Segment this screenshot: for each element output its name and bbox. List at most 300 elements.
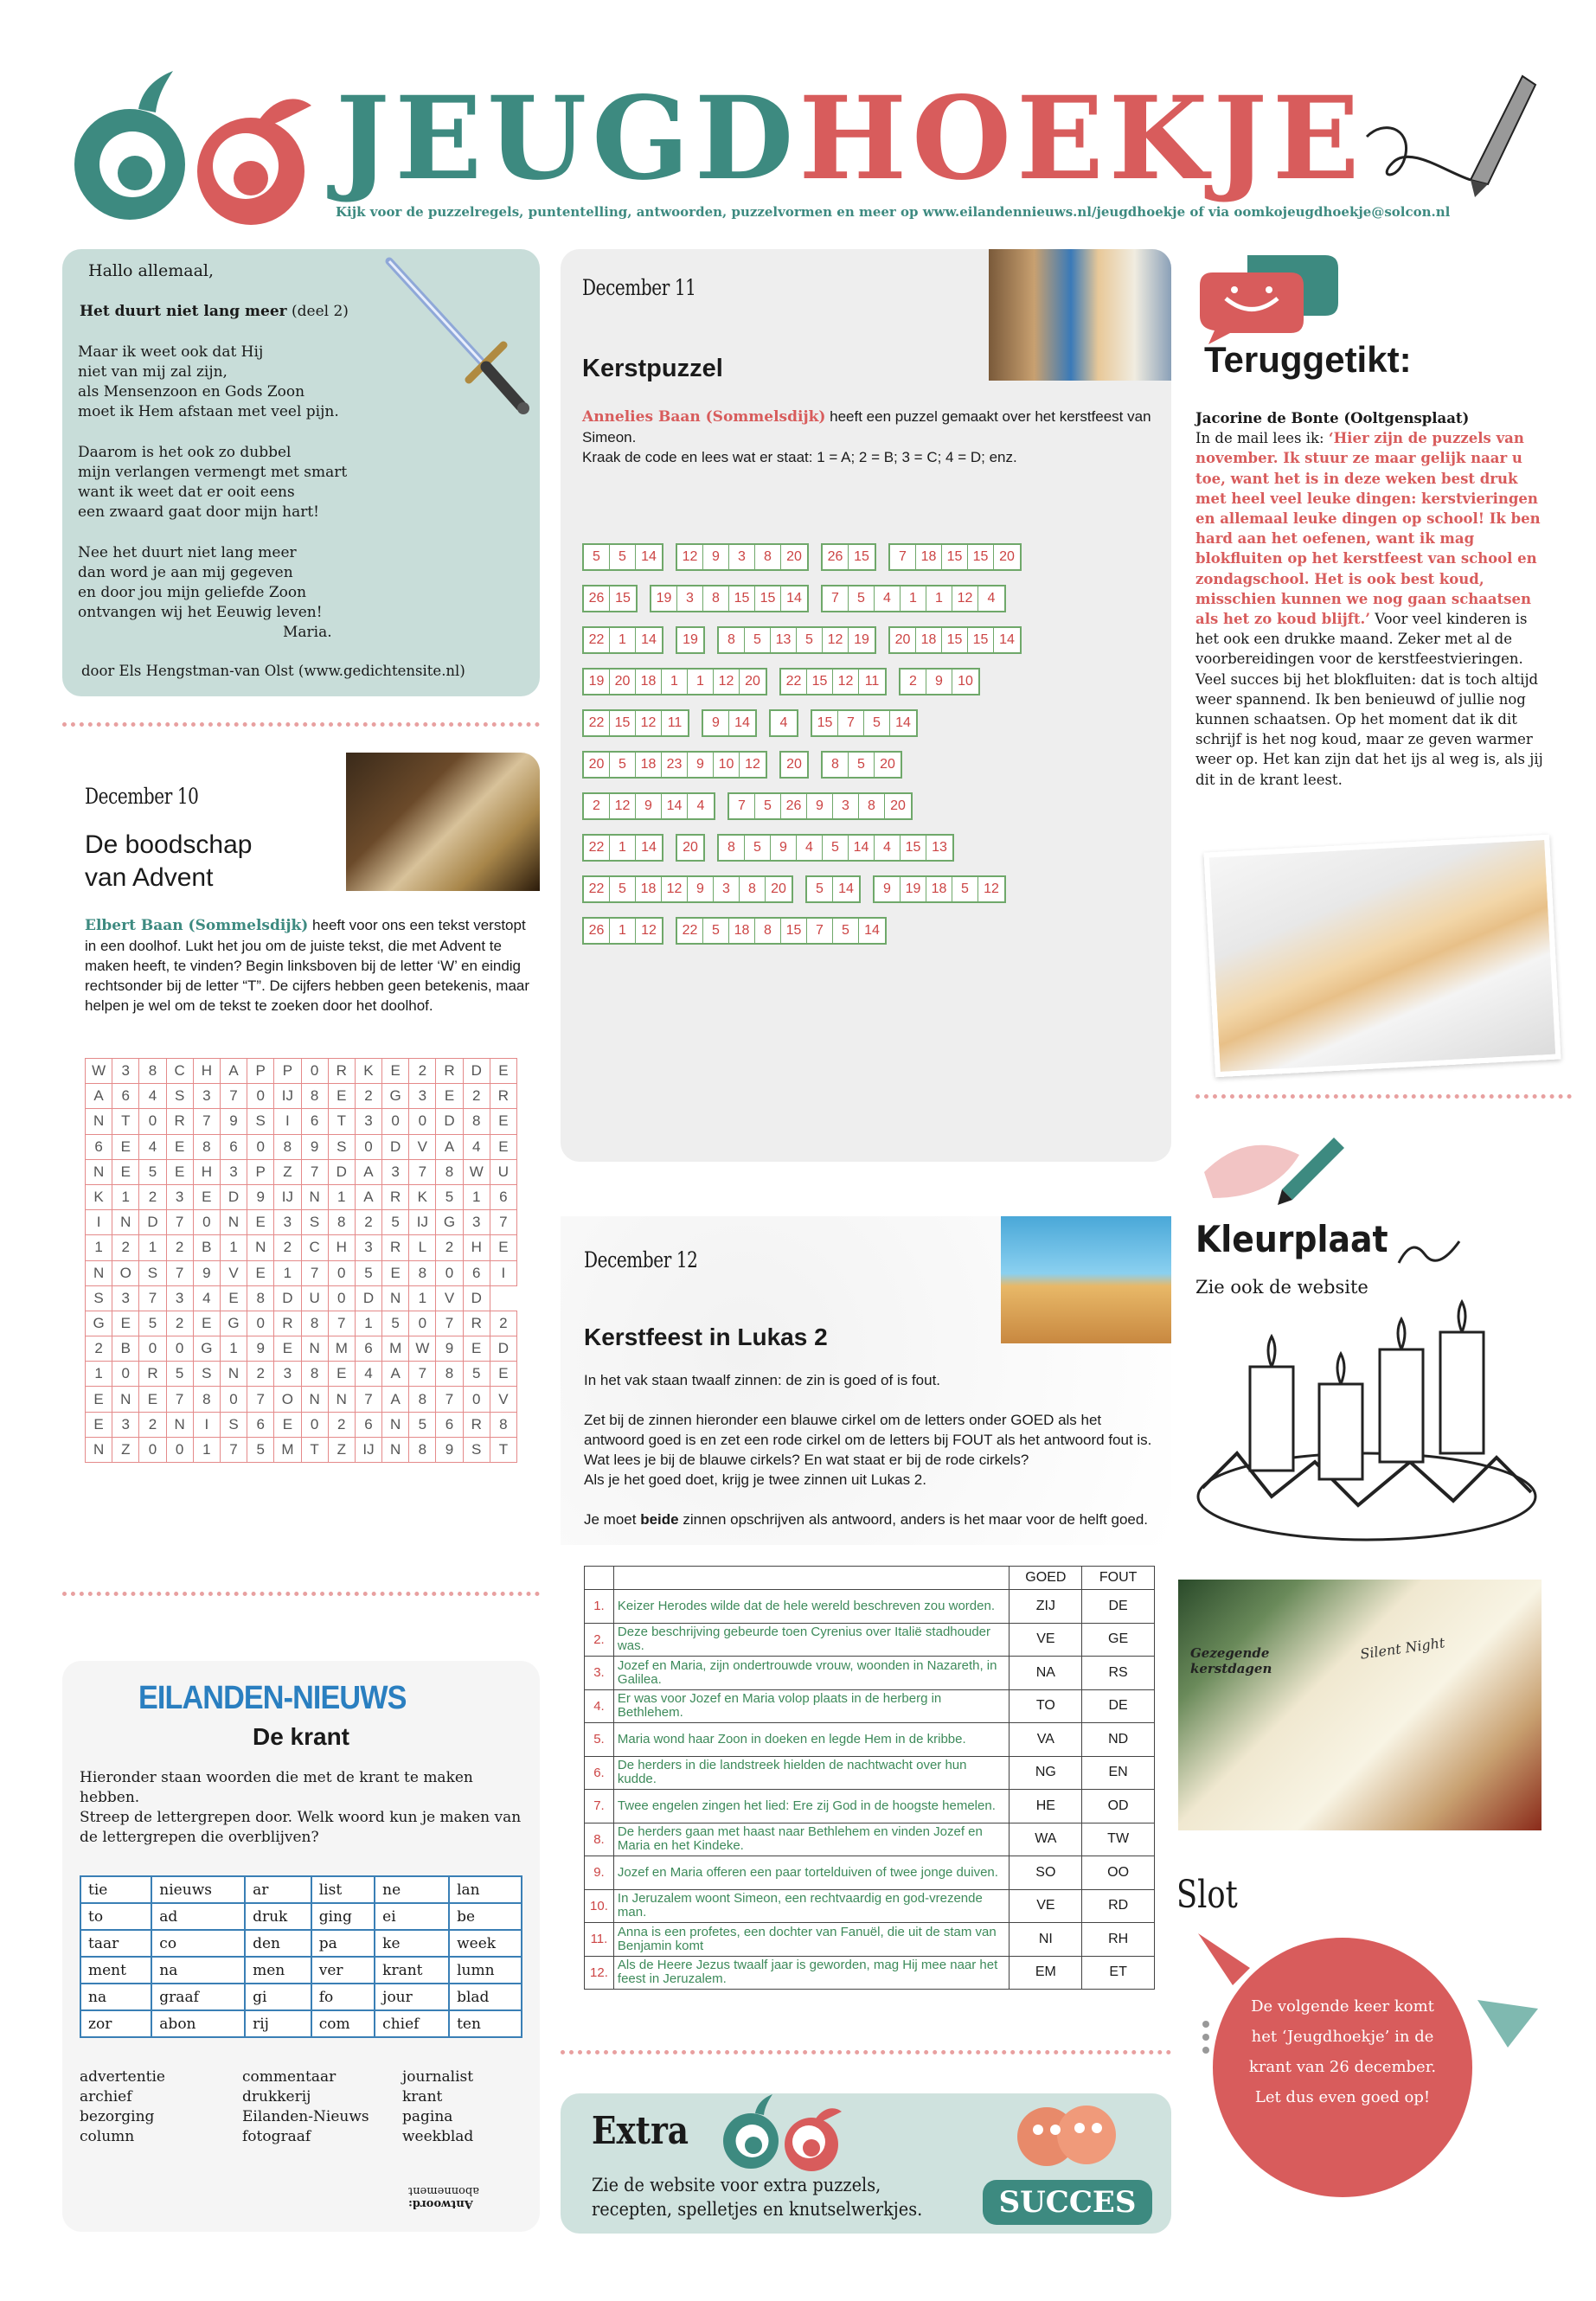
- maze-cell: 9: [436, 1437, 463, 1462]
- syllable-cell: tie: [80, 1876, 151, 1903]
- maze-cell: 7: [301, 1260, 328, 1285]
- p3-b: beide: [640, 1511, 679, 1528]
- maze-cell: 2: [355, 1210, 381, 1235]
- maze-cell: E: [328, 1084, 355, 1109]
- dec10-intro-text: heeft voor ons een tekst verstopt in een doolhof. Lukt het jou om de juiste tekst, die met Advent te maken heeft, te vinden? Begin linksboven bij de letter ‘W’ en eindig rechtsonder bij de letter “T”. De cijfers hebben geen betekenis, maar helpen je wel om de tekst te zoeken door het doolhof.: [85, 917, 530, 1014]
- maze-cell: R: [328, 1059, 355, 1084]
- maze-cell: D: [274, 1285, 301, 1311]
- code-row: [582, 917, 887, 945]
- maze-cell: E: [112, 1134, 139, 1159]
- christmas-card-photo: [1178, 1580, 1542, 1830]
- sentence-number: 11.: [585, 1923, 614, 1957]
- word: drukkerij: [242, 2088, 311, 2106]
- maze-cell: 5: [247, 1437, 274, 1462]
- code-cell: 22: [584, 836, 610, 860]
- code-word: [727, 792, 913, 820]
- code-cell: 18: [916, 545, 942, 569]
- code-cell: 26: [781, 794, 807, 818]
- maze-cell: 9: [301, 1134, 328, 1159]
- maze-cell: 2: [463, 1084, 490, 1109]
- code-word: [676, 626, 705, 654]
- maze-cell: E: [382, 1260, 409, 1285]
- code-cell: 9: [703, 711, 729, 735]
- maze-cell: V: [490, 1387, 516, 1412]
- maze-row: [86, 1260, 517, 1285]
- maze-cell: S: [193, 1362, 220, 1387]
- maze-grid: [85, 1058, 517, 1463]
- maze-cell: E: [112, 1311, 139, 1336]
- maze-cell: N: [301, 1184, 328, 1209]
- maze-row: [86, 1336, 517, 1362]
- code-word: [582, 626, 663, 654]
- code-cell: 12: [662, 877, 688, 901]
- maze-cell: 1: [193, 1437, 220, 1462]
- code-cell: 19: [584, 670, 610, 694]
- code-word: [650, 585, 809, 612]
- maze-cell: A: [355, 1159, 381, 1184]
- maze-cell: 2: [166, 1311, 193, 1336]
- maze-row: [86, 1059, 517, 1084]
- triangle-decoration: [1477, 2000, 1538, 2052]
- code-word: [873, 875, 1006, 903]
- maze-cell: R: [382, 1235, 409, 1260]
- sentence-number: 1.: [585, 1590, 614, 1624]
- th-empty: [585, 1567, 614, 1590]
- code-cell: 19: [651, 586, 677, 611]
- word: bezorging: [80, 2108, 155, 2125]
- code-word: [582, 709, 689, 737]
- fout-letters: ND: [1082, 1723, 1155, 1757]
- syllable-cell: gi: [245, 1984, 311, 2010]
- code-word: [779, 751, 809, 779]
- maze-cell: N: [301, 1387, 328, 1412]
- code-cell: 9: [636, 794, 662, 818]
- syllable-cell: pa: [311, 1930, 375, 1957]
- code-cell: 18: [916, 628, 942, 652]
- dec10-date: December 10: [85, 784, 199, 809]
- maze-cell: 0: [301, 1059, 328, 1084]
- maze-cell: 7: [193, 1109, 220, 1134]
- code-word: [582, 543, 663, 571]
- maze-cell: Z: [274, 1159, 301, 1184]
- maze-cell: 8: [463, 1109, 490, 1134]
- maze-cell: 0: [193, 1210, 220, 1235]
- extra-title: Extra: [592, 2109, 689, 2153]
- terug-title: Teruggetikt:: [1204, 339, 1412, 380]
- maze-cell: 3: [409, 1084, 436, 1109]
- code-cell: 15: [968, 545, 994, 569]
- maze-cell: 3: [112, 1412, 139, 1437]
- maze-cell: 2: [328, 1412, 355, 1437]
- code-cell: 8: [755, 919, 781, 943]
- advent-bible-photo: [346, 753, 540, 891]
- maze-cell: 0: [382, 1109, 409, 1134]
- code-cell: 5: [849, 753, 875, 777]
- maze-cell: E: [490, 1134, 516, 1159]
- code-cell: 11: [864, 674, 880, 689]
- code-cell: 5: [610, 753, 636, 777]
- maze-row: [86, 1362, 517, 1387]
- maze-cell: E: [220, 1285, 247, 1311]
- maze-cell: H: [193, 1059, 220, 1084]
- maze-cell: 2: [247, 1362, 274, 1387]
- fout-letters: OD: [1082, 1790, 1155, 1823]
- maze-cell: 5: [382, 1210, 409, 1235]
- maze-cell: D: [355, 1285, 381, 1311]
- recorder-photo: [1203, 835, 1561, 1078]
- divider: [62, 722, 540, 727]
- syllable-cell: den: [245, 1930, 311, 1957]
- maze-cell: P: [247, 1159, 274, 1184]
- code-cell: 8: [719, 628, 745, 652]
- th-goed: GOED: [1010, 1567, 1082, 1590]
- divider: [561, 2050, 1171, 2054]
- code-cell: 15: [781, 919, 807, 943]
- maze-cell: 5: [166, 1362, 193, 1387]
- code-cell: 18: [636, 877, 662, 901]
- maze-cell: E: [382, 1059, 409, 1084]
- code-cell: 12: [641, 923, 657, 938]
- syllable-cell: ne: [375, 1876, 449, 1903]
- maze-cell: N: [382, 1437, 409, 1462]
- maze-cell: 9: [220, 1109, 247, 1134]
- maze-cell: E: [274, 1336, 301, 1362]
- kleur-title: Kleurplaat: [1195, 1218, 1388, 1260]
- maze-cell: 7: [247, 1387, 274, 1412]
- code-cell: 8: [755, 545, 781, 569]
- code-row: [582, 626, 1022, 654]
- code-cell: 7: [890, 545, 916, 569]
- code-cell: 11: [667, 715, 683, 730]
- maze-cell: 8: [328, 1210, 355, 1235]
- code-cell: 14: [641, 549, 657, 564]
- maze-cell: O: [274, 1387, 301, 1412]
- maze-cell: T: [301, 1437, 328, 1462]
- sentence-text: In Jeruzalem woont Simeon, een rechtvaardig en god-vrezende man.: [613, 1889, 1010, 1923]
- maze-cell: 6: [247, 1412, 274, 1437]
- maze-cell: 0: [301, 1412, 328, 1437]
- maze-cell: O: [112, 1260, 139, 1285]
- maze-row: [86, 1311, 517, 1336]
- maze-cell: G: [193, 1336, 220, 1362]
- maze-cell: V: [220, 1260, 247, 1285]
- code-cell: 14: [838, 881, 854, 896]
- word: krant: [402, 2088, 443, 2106]
- sentence-number: 7.: [585, 1790, 614, 1823]
- code-cell: 14: [999, 632, 1015, 647]
- word: Eilanden-Nieuws: [242, 2108, 369, 2125]
- maze-cell: N: [247, 1235, 274, 1260]
- poem-credit: door Els Hengstman-van Olst (www.gedichtensite.nl): [81, 663, 465, 679]
- maze-cell: G: [436, 1210, 463, 1235]
- code-cell: 1: [926, 586, 952, 611]
- maze-cell: C: [166, 1059, 193, 1084]
- code-cell: 12: [833, 670, 859, 694]
- lukas-row: [585, 1956, 1155, 1990]
- code-cell: 7: [807, 919, 833, 943]
- maze-cell: N: [86, 1260, 112, 1285]
- maze-cell: 1: [463, 1184, 490, 1209]
- word: fotograaf: [242, 2128, 311, 2145]
- code-cell: 26: [823, 545, 849, 569]
- maze-cell: E: [112, 1159, 139, 1184]
- lukas-row: [585, 1657, 1155, 1690]
- maze-row: [86, 1235, 517, 1260]
- lukas-row: [585, 1790, 1155, 1823]
- code-cell: 5: [864, 711, 890, 735]
- code-cell: 5: [797, 628, 823, 652]
- maze-cell: 1: [86, 1362, 112, 1387]
- code-cell: 12: [823, 628, 849, 652]
- terug-reply: Voor veel kinderen is het ook een drukke maand. Zeker met al de voorbereidingen voor de kerstfeestvieringen. Veel succes bij het blokfluiten: dat is toch altijd weer spannend. Ik ben benieuwd of jullie nog kunnen schaatsen. Op het moment dat ik dit schrijf is het nog koud, maar ze geven warmer weer op. Het kan zijn dat het ijs al weg is, als jij dit in de krant leest.: [1195, 611, 1543, 788]
- syllable-cell: rij: [245, 2010, 311, 2037]
- maze-cell: H: [328, 1235, 355, 1260]
- fout-letters: OO: [1082, 1856, 1155, 1890]
- maze-cell: M: [328, 1336, 355, 1362]
- code-cell: 20: [745, 674, 760, 689]
- syllable-row: [80, 1957, 522, 1984]
- code-cell: 15: [807, 670, 833, 694]
- poem-signature: Maria.: [283, 624, 332, 641]
- goed-letters: VE: [1010, 1623, 1082, 1657]
- maze-cell: 8: [490, 1412, 516, 1437]
- lukas-row: [585, 1723, 1155, 1757]
- maze-cell: 5: [139, 1311, 166, 1336]
- maze-cell: 2: [274, 1235, 301, 1260]
- maze-cell: N: [328, 1387, 355, 1412]
- maze-cell: K: [355, 1059, 381, 1084]
- maze-cell: 1: [220, 1235, 247, 1260]
- maze-cell: T: [328, 1109, 355, 1134]
- maze-cell: W: [409, 1336, 436, 1362]
- maze-cell: 3: [193, 1084, 220, 1109]
- maze-cell: E: [139, 1387, 166, 1412]
- maze-cell: T: [490, 1437, 516, 1462]
- dec11-date: December 11: [582, 275, 696, 300]
- syllable-cell: ging: [311, 1903, 375, 1930]
- maze-cell: 2: [112, 1235, 139, 1260]
- maze-cell: 0: [247, 1311, 274, 1336]
- crayon-icon: [1195, 1120, 1351, 1215]
- maze-cell: W: [463, 1159, 490, 1184]
- advent-candles-drawing: [1185, 1298, 1548, 1548]
- poem-title-line: [80, 303, 349, 320]
- extra-text: Zie de website voor extra puzzels, recepten, spelletjes en knutselwerkjes.: [592, 2175, 923, 2220]
- lukas-row: [585, 1623, 1155, 1657]
- sentence-number: 4.: [585, 1689, 614, 1723]
- maze-cell: 5: [436, 1184, 463, 1209]
- code-cell: 20: [610, 670, 636, 694]
- maze-cell: E: [274, 1412, 301, 1437]
- goed-letters: SO: [1010, 1856, 1082, 1890]
- sentence-number: 8.: [585, 1823, 614, 1856]
- maze-cell: A: [382, 1387, 409, 1412]
- maze-cell: 0: [463, 1387, 490, 1412]
- maze-cell: N: [382, 1285, 409, 1311]
- fout-letters: GE: [1082, 1623, 1155, 1657]
- maze-cell: 6: [355, 1412, 381, 1437]
- maze-cell: N: [86, 1109, 112, 1134]
- fout-letters: EN: [1082, 1756, 1155, 1790]
- maze-row: [86, 1159, 517, 1184]
- syllable-cell: blad: [449, 1984, 522, 2010]
- code-word: [717, 834, 954, 862]
- fout-letters: DE: [1082, 1689, 1155, 1723]
- syllable-cell: abon: [151, 2010, 245, 2037]
- code-cell: 1: [610, 919, 636, 943]
- code-cell: 5: [610, 877, 636, 901]
- code-cell: 22: [781, 670, 807, 694]
- maze-cell: 8: [301, 1084, 328, 1109]
- maze-cell: 7: [490, 1210, 516, 1235]
- code-cell: 18: [729, 919, 755, 943]
- maze-cell: E: [166, 1134, 193, 1159]
- maze-cell: 6: [86, 1134, 112, 1159]
- maze-cell: 3: [463, 1210, 490, 1235]
- syllable-cell: com: [311, 2010, 375, 2037]
- maze-cell: I: [490, 1260, 516, 1285]
- maze-cell: P: [274, 1059, 301, 1084]
- code-cell: 12: [677, 545, 703, 569]
- maze-cell: 1: [328, 1184, 355, 1209]
- code-cell: 4: [987, 591, 996, 606]
- maze-cell: 0: [328, 1260, 355, 1285]
- sentence-number: 10.: [585, 1889, 614, 1923]
- code-cell: 3: [729, 545, 755, 569]
- syllable-cell: fo: [311, 1984, 375, 2010]
- syllable-cell: ten: [449, 2010, 522, 2037]
- code-cell: 22: [677, 919, 703, 943]
- maze-cell: 4: [193, 1285, 220, 1311]
- maze-cell: E: [490, 1059, 516, 1084]
- lukas-row: [585, 1689, 1155, 1723]
- maze-cell: 8: [193, 1134, 220, 1159]
- maze-cell: 0: [328, 1285, 355, 1311]
- code-cell: 7: [838, 711, 864, 735]
- code-cell: 22: [584, 711, 610, 735]
- maze-cell: U: [301, 1285, 328, 1311]
- maze-cell: E: [86, 1387, 112, 1412]
- code-word: [582, 668, 767, 695]
- header-subtitle: Kijk voor de puzzelregels, puntentelling, antwoorden, puzzelvormen en meer op www.eilandennieuws.nl/jeugdhoekje of via oomkojeugdhoekje@solcon.nl: [336, 204, 1451, 220]
- maze-cell: 1: [355, 1311, 381, 1336]
- dec11-instruction: Kraak de code en lees wat er staat: 1 = A; 2 = B; 3 = C; 4 = D; enz.: [582, 449, 1017, 465]
- maze-cell: 2: [166, 1235, 193, 1260]
- code-cell: 14: [895, 715, 911, 730]
- sentence-text: Jozef en Maria, zijn ondertrouwde vrouw, woonden in Nazareth, in Galilea.: [613, 1657, 1010, 1690]
- maze-cell: Z: [328, 1437, 355, 1462]
- maze-cell: G: [220, 1311, 247, 1336]
- maze-cell: 8: [436, 1159, 463, 1184]
- code-cell: 8: [703, 586, 729, 611]
- code-cell: 20: [999, 549, 1015, 564]
- maze-cell: 2: [355, 1084, 381, 1109]
- maze-cell: IJ: [409, 1210, 436, 1235]
- maze-cell: 8: [409, 1437, 436, 1462]
- code-cell: 5: [952, 877, 978, 901]
- maze-cell: 0: [139, 1336, 166, 1362]
- maze-cell: C: [301, 1235, 328, 1260]
- maze-cell: D: [220, 1184, 247, 1209]
- syllable-cell: list: [311, 1876, 375, 1903]
- code-cell: 20: [880, 757, 895, 772]
- maze-cell: A: [436, 1134, 463, 1159]
- word: column: [80, 2128, 135, 2145]
- goed-letters: HE: [1010, 1790, 1082, 1823]
- maze-cell: 1: [112, 1184, 139, 1209]
- maze-cell: E: [193, 1311, 220, 1336]
- maze-cell: R: [463, 1311, 490, 1336]
- code-cell: 12: [714, 670, 740, 694]
- maze-cell: 8: [139, 1059, 166, 1084]
- code-word: [582, 792, 715, 820]
- maze-cell: 7: [139, 1285, 166, 1311]
- maze-cell: 0: [409, 1109, 436, 1134]
- maze-cell: N: [220, 1362, 247, 1387]
- maze-cell: H: [463, 1235, 490, 1260]
- fout-letters: TW: [1082, 1823, 1155, 1856]
- maze-cell: V: [409, 1134, 436, 1159]
- maze-cell: E: [247, 1210, 274, 1235]
- code-cell: 19: [683, 632, 698, 647]
- maze-cell: 8: [301, 1362, 328, 1387]
- maze-cell: 9: [193, 1260, 220, 1285]
- maze-cell: 5: [463, 1362, 490, 1387]
- maze-cell: S: [301, 1210, 328, 1235]
- sentence-text: De herders in die landstreek hielden de nachtwacht over hun kudde.: [613, 1756, 1010, 1790]
- maze-cell: 5: [409, 1412, 436, 1437]
- sentence-text: Jozef en Maria offeren een paar tortelduiven of twee jonge duiven.: [613, 1856, 1010, 1890]
- code-cell: 12: [984, 881, 999, 896]
- code-cell: 7: [823, 586, 849, 611]
- simeon-illustration: [989, 249, 1171, 381]
- squiggle-decoration: [1394, 1228, 1464, 1272]
- maze-cell: S: [328, 1134, 355, 1159]
- code-cell: 8: [859, 794, 885, 818]
- code-cell: 8: [719, 836, 745, 860]
- code-row: [582, 875, 1006, 903]
- maze-cell: 1: [274, 1260, 301, 1285]
- krant-brand: EILANDEN-NIEUWS: [138, 1680, 407, 1716]
- sentence-number: 6.: [585, 1756, 614, 1790]
- maze-cell: 2: [409, 1059, 436, 1084]
- maze-cell: 7: [220, 1437, 247, 1462]
- maze-cell: G: [86, 1311, 112, 1336]
- card-song: Silent Night: [1359, 1634, 1446, 1663]
- maze-cell: 2: [139, 1184, 166, 1209]
- code-word: [702, 709, 757, 737]
- maze-cell: D: [328, 1159, 355, 1184]
- syllable-grid: [80, 1875, 522, 2038]
- maze-cell: 8: [409, 1387, 436, 1412]
- maze-row: [86, 1412, 517, 1437]
- maze-cell: U: [490, 1159, 516, 1184]
- maze-cell: R: [463, 1412, 490, 1437]
- code-cell: 1: [610, 628, 636, 652]
- syllable-row: [80, 1903, 522, 1930]
- maze-cell: 2: [86, 1336, 112, 1362]
- maze-cell: 3: [355, 1235, 381, 1260]
- code-cell: 5: [610, 545, 636, 569]
- maze-cell: E: [166, 1159, 193, 1184]
- code-cell: 4: [797, 836, 823, 860]
- maze-cell: 0: [112, 1362, 139, 1387]
- krant-words-1: [80, 2067, 165, 2147]
- syllable-cell: chief: [375, 2010, 449, 2037]
- maze-cell: 7: [355, 1387, 381, 1412]
- maze-cell: 7: [166, 1210, 193, 1235]
- syllable-cell: ei: [375, 1903, 449, 1930]
